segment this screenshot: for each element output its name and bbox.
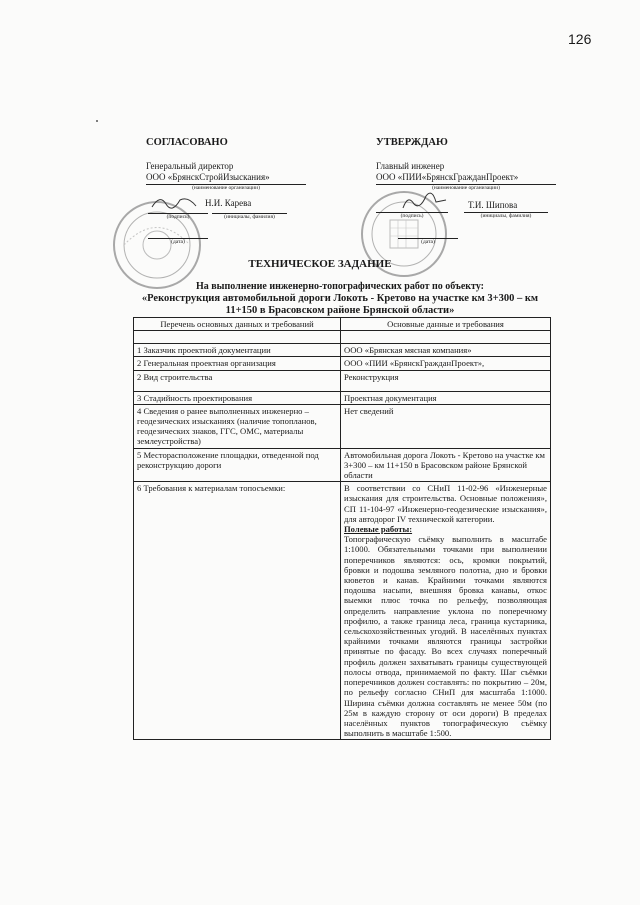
date-caption: (дата) — [421, 239, 435, 245]
organization-caption: (наименование организации) — [192, 184, 260, 191]
row-value: В соответствии со СНиП 11-02-96 «Инженерные изыскания для строительства. Основные положения», СП 11-104-97 «Инженерно-геодезические изыскания», для автодорог IV технической категории. — [344, 483, 547, 524]
position-label: Главный инженер — [376, 160, 445, 171]
table-row — [134, 331, 551, 344]
row-label: 2 Генеральная проектная организация — [134, 357, 341, 370]
document-subtitle: На выполнение инженерно-топографических работ по объекту: — [195, 281, 485, 292]
row-value: Проектная документация — [341, 391, 551, 404]
table-header-row — [134, 318, 551, 331]
row-label: 3 Стадийность проектирования — [134, 391, 341, 404]
column-header: Перечень основных данных и требований — [134, 318, 341, 331]
signer-name: Н.И. Карева — [205, 198, 252, 208]
row-label: 2 Вид строительства — [134, 370, 341, 391]
approval-heading: СОГЛАСОВАНО — [146, 137, 228, 148]
organization-name: ООО «БрянскСтройИзыскания» — [146, 172, 306, 185]
table-row — [134, 344, 551, 357]
requirements-table — [133, 317, 551, 740]
signature-caption: (подпись) — [400, 213, 424, 219]
row-value: Автомобильная дорога Локоть - Кретово на участке км 3+300 – км 11+150 в Брасовском районе Брянской области — [341, 448, 551, 482]
position-label: Генеральный директор — [146, 160, 234, 171]
row-value: Реконструкция — [341, 370, 551, 391]
organization-caption: (наименование организации) — [432, 184, 500, 191]
table-row — [134, 404, 551, 448]
table-row — [134, 482, 551, 740]
organization-name: ООО «ПИИ«БрянскГражданПроект» — [376, 172, 556, 185]
row-value: Нет сведений — [341, 404, 551, 448]
table-row — [134, 370, 551, 391]
approval-heading: УТВЕРЖДАЮ — [376, 137, 448, 148]
row-value: ООО «ПИИ «БрянскГражданПроект», — [341, 357, 551, 370]
row-value: ООО «Брянская мясная компания» — [341, 344, 551, 357]
row-label: 4 Сведения о ранее выполненных инженерно – геодезических изысканиях (наличие топопланов, геодезических знаков, ГГС, ОМС, материалы землеустройства) — [134, 404, 341, 448]
table-row — [134, 448, 551, 482]
scan-speck — [96, 120, 98, 122]
signature-caption: (подпись) — [166, 214, 190, 220]
row-label: 1 Заказчик проектной документации — [134, 344, 341, 357]
name-caption: (инициалы, фамилия) — [224, 214, 275, 220]
table-row — [134, 391, 551, 404]
row-subheading: Полевые работы: — [344, 524, 413, 535]
name-caption: (инициалы, фамилия) — [480, 213, 532, 219]
document-title: ТЕХНИЧЕСКОЕ ЗАДАНИЕ — [248, 258, 392, 270]
page-number: 126 — [568, 31, 592, 47]
table-row — [134, 357, 551, 370]
row-label: 6 Требования к материалам топосъемки: — [134, 482, 341, 740]
object-name: «Реконструкция автомобильной дороги Локоть - Кретово на участке км 3+300 – км 11+150 в Брасовском районе Брянской области» — [141, 293, 539, 316]
row-value-continued: Топографическую съёмку выполнить в масштабе 1:1000. Обязательными точками при выполнении поперечников являются: ось, кромки покрытий, бровки и подошва земляного полотна, дно и бровки кюветов и канав. Крайними точками являются подошва насыпи, внешняя бровка канавы, откос выемки плюс точка по рельефу, позволяющая определить направление уклона по поперечному профилю, а также граница леса, граница кустарника, сельскохозяйственных угодий. В населённых пунктах крайними точками являются границы застройки принятые по фасаду. Во всех случаях поперечный профиль должен захватывать границы существующей полосы отвода, принимаемой по факту. Шаг съёмки поперечников должен составлять: по покрытию – 20м, по рельефу согласно СНиП для масштаба 1:1000. Ширина съёмки должна составлять не менее 50м (по 25м в каждую сторону от оси дороги) В пределах населённых пунктов топографическую съёмку выполнить в масштабе 1:500. — [344, 534, 547, 739]
signer-name: Т.И. Шипова — [468, 200, 518, 210]
date-caption: (дата) — [171, 239, 185, 245]
column-header: Основные данные и требования — [341, 318, 551, 331]
right-signature — [400, 190, 450, 212]
row-label: 5 Месторасположение площадки, отведенной под реконструкцию дороги — [134, 448, 341, 482]
left-signature — [150, 192, 200, 212]
